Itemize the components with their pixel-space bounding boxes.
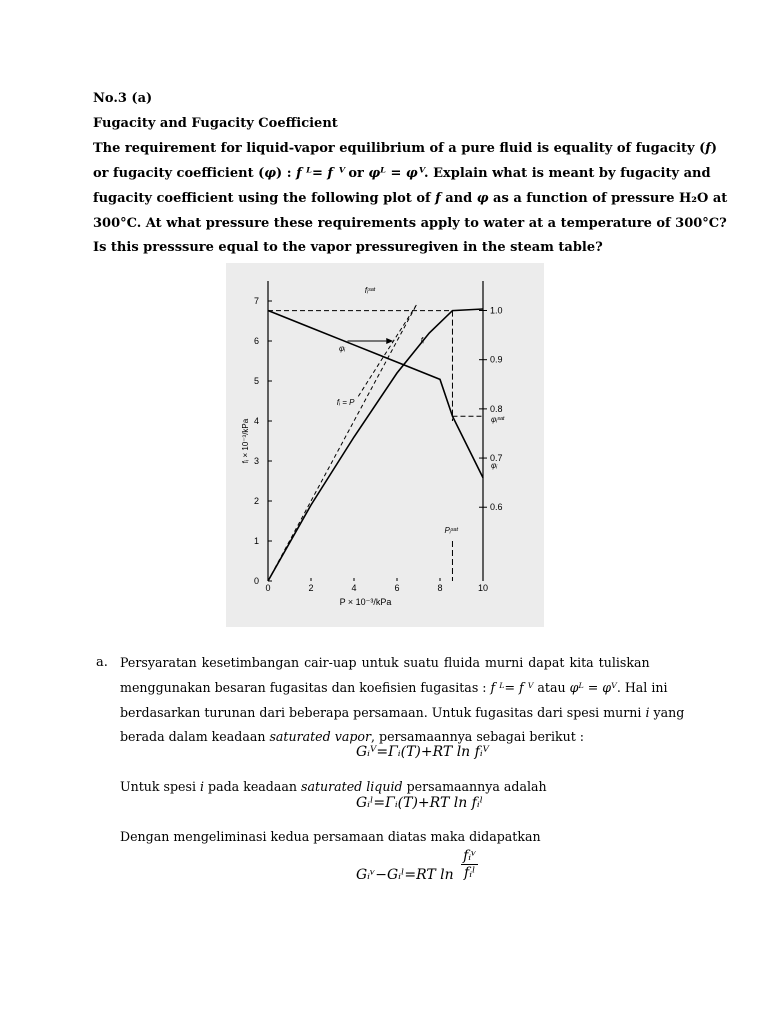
y-left-tick-label: 0 bbox=[253, 576, 259, 586]
text: berada dalam keadaan bbox=[120, 729, 270, 744]
fraction-numerator: fᵢᵛ bbox=[463, 848, 477, 864]
text: , persamaannya sebagai berikut : bbox=[371, 729, 585, 744]
answer-line-2 bbox=[120, 680, 668, 695]
text: persamaannya adalah bbox=[402, 779, 547, 794]
list-marker: a. bbox=[96, 655, 108, 670]
text: and bbox=[440, 191, 477, 206]
y-axis-label: fᵢ × 10⁻³/kPa bbox=[241, 418, 250, 464]
equation-3-lhs: Gᵢᵛ−Gᵢˡ=RT ln bbox=[356, 866, 454, 883]
answer-line-6: Dengan mengeliminasi kedua persamaan diatas maka didapatkan bbox=[120, 829, 541, 844]
equation-3-fraction bbox=[461, 848, 478, 881]
fugacity-curve bbox=[268, 309, 483, 581]
answer-line-4 bbox=[120, 729, 584, 744]
question-line-4: 300°C. At what pressure these requirements apply to water at a temperature of 300°C? bbox=[93, 216, 727, 231]
problem-title: Fugacity and Fugacity Coefficient bbox=[93, 116, 338, 131]
y-right-tick-label: 0.7 bbox=[490, 453, 503, 464]
text: atau bbox=[533, 680, 570, 695]
x-tick-label: 10 bbox=[477, 583, 489, 593]
label-phi-i: φᵢ bbox=[338, 344, 346, 353]
label-f-sat: fᵢˢᵃᵗ bbox=[364, 286, 375, 295]
symbol-f: f bbox=[435, 191, 441, 206]
label-fi-eq-p: fᵢ = P bbox=[336, 398, 355, 407]
text: fugacity coefficient using the following plot of bbox=[93, 191, 436, 206]
question-line-2 bbox=[93, 166, 711, 181]
symbol-i: i bbox=[200, 779, 205, 794]
italic-term: saturated vapor bbox=[269, 729, 371, 744]
y-left-tick-label: 2 bbox=[253, 496, 259, 506]
text: . Explain what is meant by fugacity and bbox=[424, 166, 711, 181]
x-tick-label: 6 bbox=[394, 583, 400, 593]
question-line-1 bbox=[93, 141, 717, 156]
y-right-tick-label: 1.0 bbox=[490, 305, 503, 316]
answer-line-5 bbox=[120, 779, 547, 794]
text: or bbox=[343, 166, 369, 181]
symbol-i: i bbox=[645, 705, 650, 720]
text: pada keadaan bbox=[204, 779, 301, 794]
label-phi-sat: φᵢˢᵃᵗ bbox=[491, 415, 505, 425]
label-f-i: fᵢ bbox=[420, 336, 424, 345]
text: as a function of pressure H₂O at bbox=[488, 191, 728, 206]
italic-term: saturated liquid bbox=[300, 779, 403, 794]
y-left-tick-label: 4 bbox=[253, 416, 259, 426]
text: ) : bbox=[276, 166, 297, 181]
question-line-5: Is this presssure equal to the vapor pressuregiven in the steam table? bbox=[93, 240, 603, 255]
label-p-sat: Pᵢˢᵃᵗ bbox=[444, 526, 458, 535]
y-left-tick-label: 7 bbox=[253, 296, 259, 306]
text: . Hal ini bbox=[616, 680, 668, 695]
symbol-f: f bbox=[705, 141, 711, 156]
y-right-tick-label: 0.9 bbox=[490, 354, 503, 365]
x-axis-label: P × 10⁻³/kPa bbox=[339, 597, 392, 607]
y-right-tick-label: 0.6 bbox=[490, 502, 503, 513]
x-tick-label: 2 bbox=[308, 583, 314, 593]
text: or fugacity coefficient ( bbox=[93, 166, 265, 181]
y-left-tick-label: 1 bbox=[253, 536, 259, 546]
symbol-phi: φ bbox=[264, 166, 277, 181]
answer-line-3 bbox=[120, 705, 684, 720]
fugacity-chart-figure bbox=[226, 263, 544, 627]
y-left-tick-label: 6 bbox=[253, 336, 259, 346]
symbol-phi: φ bbox=[476, 191, 489, 206]
text: berdasarkan turunan dari beberapa persamaan. Untuk fugasitas dari spesi murni bbox=[120, 705, 646, 720]
fugacity-chart bbox=[226, 263, 544, 627]
text: yang bbox=[649, 705, 685, 720]
text: Untuk spesi bbox=[120, 779, 201, 794]
equation-f: f ᴸ= f ⱽ bbox=[296, 166, 344, 181]
equation-f: f ᴸ= f ⱽ bbox=[490, 680, 534, 695]
text: The requirement for liquid-vapor equilibrium of a pure fluid is equality of fugacity ( bbox=[93, 141, 706, 156]
problem-number: No.3 (a) bbox=[93, 91, 153, 106]
y-left-tick-label: 3 bbox=[253, 456, 259, 466]
equation-3 bbox=[356, 848, 478, 881]
equation-phi: φᴸ = φⱽ bbox=[368, 166, 425, 181]
fugacity-coefficient-curve bbox=[268, 311, 483, 478]
equation-2: Gᵢˡ=Γᵢ(T)+RT ln fᵢˡ bbox=[356, 795, 484, 811]
fraction-denominator: fᵢˡ bbox=[464, 865, 476, 881]
x-tick-label: 0 bbox=[265, 583, 271, 593]
text: menggunakan besaran fugasitas dan koefisien fugasitas : bbox=[120, 680, 491, 695]
y-left-tick-label: 5 bbox=[253, 376, 259, 386]
answer-line-1: Persyaratan kesetimbangan cair-uap untuk suatu fluida murni dapat kita tuliskan bbox=[120, 655, 650, 670]
x-tick-label: 4 bbox=[351, 583, 357, 593]
y-right-tick-label: 0.8 bbox=[490, 403, 503, 414]
equation-phi: φᴸ = φⱽ bbox=[569, 680, 617, 695]
x-tick-label: 8 bbox=[437, 583, 443, 593]
text: ) bbox=[710, 141, 718, 156]
question-line-3 bbox=[93, 191, 727, 206]
label-phi-i-right: φᵢ bbox=[491, 460, 498, 470]
equation-1: Gᵢⱽ=Γᵢ(T)+RT ln fᵢⱽ bbox=[356, 744, 490, 760]
